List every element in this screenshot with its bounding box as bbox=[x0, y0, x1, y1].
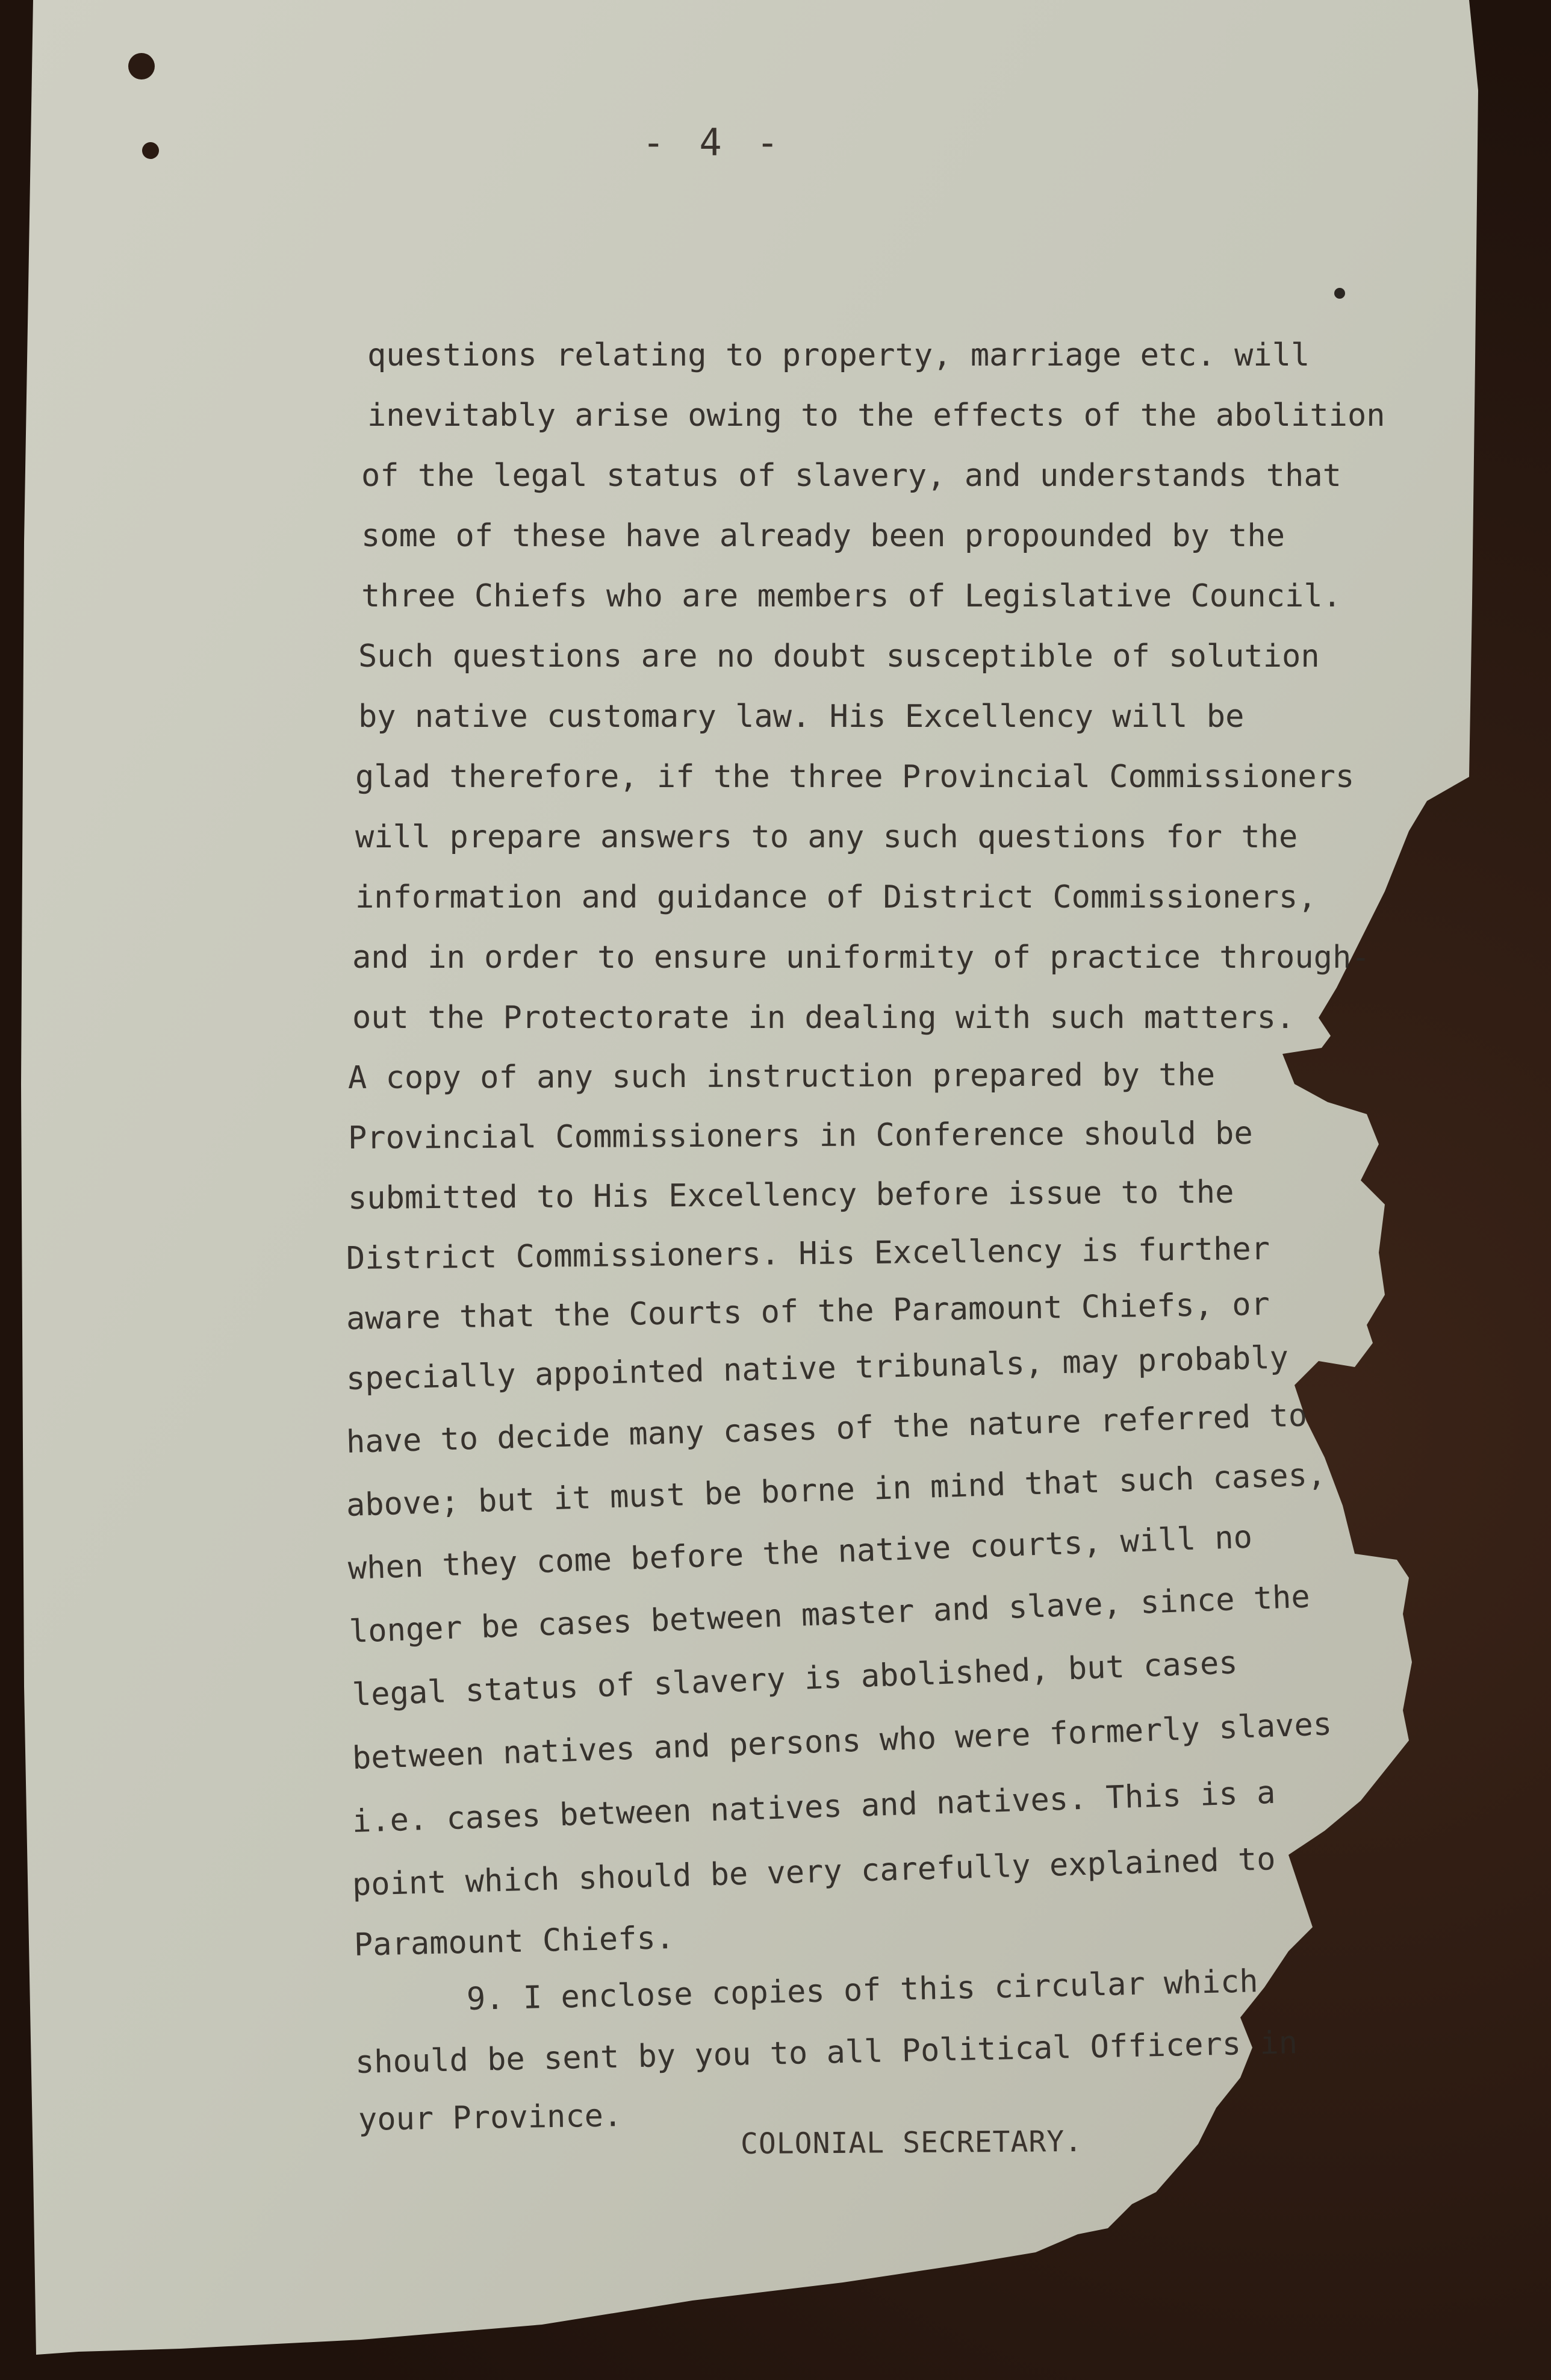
text-line: when they come before the native courts, will no bbox=[347, 1519, 1253, 1587]
text-line: by native customary law. His Excellency will be bbox=[358, 699, 1245, 735]
text-line: Paramount Chiefs. bbox=[353, 1919, 675, 1963]
text-line: specially appointed native tribunals, may probably bbox=[346, 1339, 1289, 1397]
page-number: - 4 - bbox=[642, 120, 785, 164]
signature-line: COLONIAL SECRETARY. bbox=[740, 2125, 1083, 2161]
text-line: information and guidance of District Commissioners, bbox=[355, 879, 1317, 915]
text-line: i.e. cases between natives and natives. This is a bbox=[352, 1774, 1276, 1840]
text-line: above; but it must be borne in mind that such cases, bbox=[346, 1456, 1327, 1524]
text-line: glad therefore, if the three Provincial Commissioners bbox=[355, 759, 1355, 795]
text-line: out the Protectorate in dealing with such matters. bbox=[352, 1000, 1295, 1036]
text-line: three Chiefs who are members of Legislative Council. bbox=[361, 578, 1341, 614]
text-line: should be sent by you to all Political Officers in bbox=[355, 2025, 1298, 2081]
text-line: A copy of any such instruction prepared by the bbox=[347, 1056, 1216, 1096]
text-line: point which should be very carefully explained to bbox=[352, 1841, 1276, 1903]
text-line: your Province. bbox=[358, 2098, 623, 2138]
text-line: aware that the Courts of the Paramount Chiefs, or bbox=[346, 1286, 1270, 1337]
text-line: of the legal status of slavery, and understands that bbox=[361, 458, 1341, 494]
text-line: submitted to His Excellency before issue to the bbox=[347, 1174, 1234, 1216]
text-line: will prepare answers to any such questions for the bbox=[355, 819, 1298, 855]
text-line: have to decide many cases of the nature referred to bbox=[346, 1397, 1308, 1460]
text-line: and in order to ensure uniformity of practice through- bbox=[352, 939, 1370, 976]
text-line: District Commissioners. His Excellency is further bbox=[346, 1230, 1270, 1277]
text-line: longer be cases between master and slave, since the bbox=[348, 1578, 1311, 1650]
text-line: between natives and persons who were formerly slaves bbox=[351, 1706, 1333, 1777]
text-line: some of these have already been propounded by the bbox=[361, 518, 1285, 554]
text-line: 9. I enclose copies of this circular which bbox=[466, 1963, 1259, 2017]
text-line: Such questions are no doubt susceptible of solution bbox=[358, 638, 1320, 674]
text-line: questions relating to property, marriage etc. will bbox=[367, 337, 1310, 373]
text-line: legal status of slavery is abolished, but cases bbox=[351, 1645, 1239, 1713]
text-line: Provincial Commissioners in Conference should be bbox=[347, 1115, 1253, 1156]
text-line: inevitably arise owing to the effects of the abolition bbox=[367, 397, 1385, 434]
